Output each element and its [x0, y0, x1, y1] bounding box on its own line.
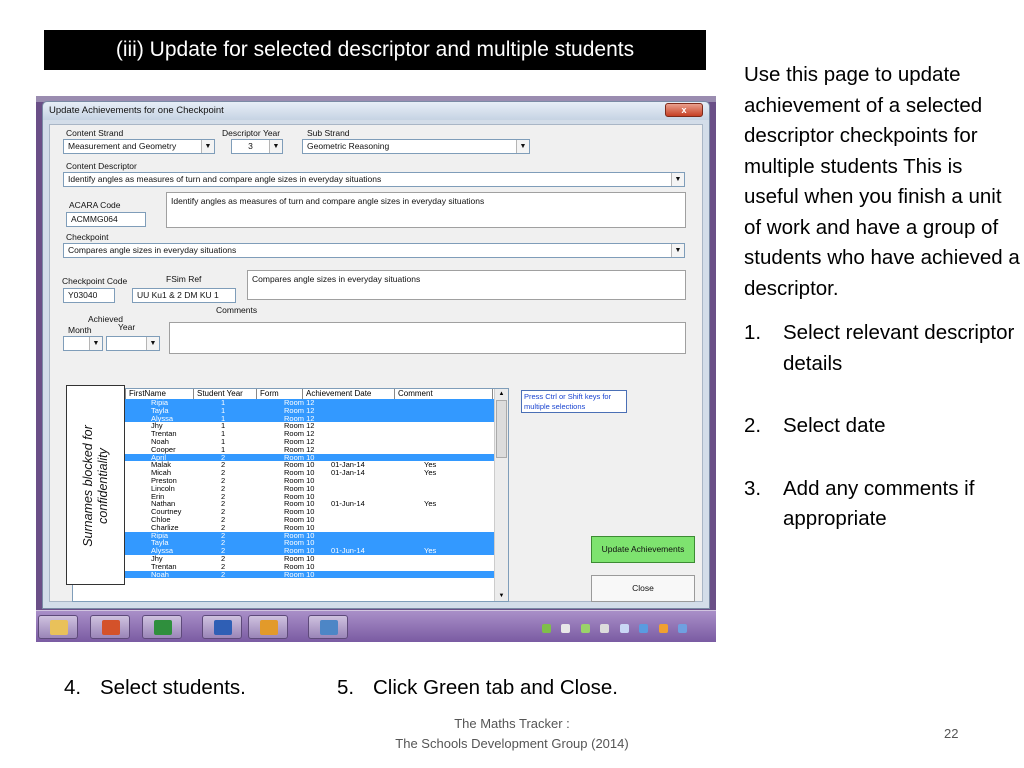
step-text: Click Green tab and Close. [373, 676, 618, 699]
acara-description-box [166, 192, 686, 228]
taskbar-app-button[interactable] [308, 615, 348, 639]
checkpoint-description-text: Compares angle sizes in everyday situations [252, 274, 421, 284]
cell-form: Room 12 [284, 398, 315, 407]
column-header-achievement-date[interactable]: Achievement Date [303, 389, 395, 399]
cell-student-year: 2 [221, 522, 226, 532]
cell-student-year: 2 [221, 468, 226, 478]
page-number: 22 [944, 726, 959, 741]
cell-firstname: Courtney [151, 507, 182, 517]
cell-student-year: 1 [221, 398, 226, 407]
comments-label: Comments [216, 305, 258, 315]
step-text: Select date [783, 414, 886, 437]
cell-firstname: Erin [151, 491, 165, 501]
cell-form: Room 10 [284, 553, 315, 563]
cell-student-year: 1 [221, 429, 226, 439]
cell-student-year: 1 [221, 421, 226, 431]
cell-firstname: Tayla [151, 538, 169, 548]
content-strand-label: Content Strand [66, 128, 124, 138]
cell-form: Room 10 [284, 514, 315, 524]
cell-comment: Yes [424, 468, 437, 478]
cell-student-year: 2 [221, 475, 226, 485]
year-label: Year [118, 322, 136, 332]
month-label: Month [68, 325, 92, 335]
cell-firstname: Jhy [151, 421, 163, 431]
checkpoint-description-box [247, 270, 686, 300]
file-explorer-icon [50, 620, 68, 635]
cell-firstname: Ripia [151, 530, 169, 540]
footer [340, 714, 684, 754]
taskbar-app-button[interactable] [142, 615, 182, 639]
chevron-down-icon[interactable]: ▼ [146, 337, 159, 350]
cell-form: Room 10 [284, 468, 315, 478]
acara-code-field[interactable] [66, 212, 146, 227]
instruction-step [744, 411, 1020, 442]
table-row[interactable] [73, 571, 495, 579]
cell-firstname: Lincoln [151, 483, 175, 493]
cell-form: Room 10 [284, 530, 315, 540]
cell-firstname: Noah [151, 569, 169, 579]
cell-form: Room 10 [284, 452, 315, 462]
cell-student-year: 2 [221, 452, 226, 462]
cell-form: Room 12 [284, 444, 315, 454]
cell-firstname: Cooper [151, 444, 176, 454]
cell-firstname: Malak [151, 460, 172, 470]
cell-firstname: April [151, 452, 167, 462]
instruction-step [744, 474, 1020, 535]
cell-firstname: Charlize [151, 522, 179, 532]
cell-student-year: 2 [221, 553, 226, 563]
step-number: 2. [744, 414, 762, 437]
instruction-steps [744, 318, 1020, 535]
scroll-up-icon[interactable]: ▲ [498, 391, 505, 397]
fsim-ref-label: FSim Ref [166, 274, 202, 284]
sub-strand-value: Geometric Reasoning [307, 141, 390, 151]
cell-achievement-date: 01-Jun-14 [331, 499, 365, 509]
close-button[interactable]: Close [591, 575, 695, 602]
cell-firstname: Trentan [151, 429, 177, 439]
hp-icon [260, 620, 278, 635]
acara-code-label: ACARA Code [69, 200, 121, 210]
cell-student-year: 2 [221, 530, 226, 540]
acara-code-value: ACMMG064 [71, 214, 118, 224]
instruction-step [744, 318, 1020, 379]
cell-firstname: Micah [151, 468, 172, 478]
cell-form: Room 10 [284, 475, 315, 485]
confidentiality-overlay [66, 385, 125, 585]
instructions-panel [744, 60, 1020, 567]
update-icon[interactable] [659, 624, 668, 633]
cell-firstname: Ripia [151, 398, 169, 407]
notification-icon[interactable] [561, 624, 570, 633]
cell-student-year: 2 [221, 491, 226, 501]
cell-form: Room 10 [284, 561, 315, 571]
step-text: Select students. [100, 676, 246, 699]
content-descriptor-select[interactable] [63, 172, 685, 187]
cell-achievement-date: 01-Jan-14 [331, 460, 365, 470]
cell-student-year: 1 [221, 444, 226, 454]
chevron-down-icon[interactable]: ▼ [671, 244, 684, 257]
cell-student-year: 2 [221, 546, 226, 556]
cell-form: Room 12 [284, 429, 315, 439]
cell-comment: Yes [424, 460, 437, 470]
cell-form: Room 10 [284, 569, 315, 579]
column-header-student-year[interactable]: Student Year [194, 389, 257, 399]
cell-student-year: 2 [221, 460, 226, 470]
application-screenshot [36, 96, 716, 642]
cell-form: Room 12 [284, 421, 315, 431]
cell-student-year: 2 [221, 499, 226, 509]
cell-student-year: 2 [221, 538, 226, 548]
content-strand-value: Measurement and Geometry [68, 141, 177, 151]
remote-desktop-icon [320, 620, 338, 635]
content-descriptor-value: Identify angles as measures of turn and compare angle sizes in everyday situations [68, 174, 382, 184]
taskbar-app-button[interactable] [38, 615, 78, 639]
display-icon[interactable] [678, 624, 687, 633]
column-header-comment[interactable]: Comment [395, 389, 493, 399]
sub-strand-select[interactable] [302, 139, 530, 154]
cell-student-year: 2 [221, 507, 226, 517]
cell-form: Room 12 [284, 413, 315, 423]
form-client-area [49, 124, 703, 602]
confidentiality-note: Surnames blocked for confidentiality [81, 425, 110, 547]
footer-line-1: The Maths Tracker : [454, 716, 570, 731]
taskbar-app-button[interactable] [90, 615, 130, 639]
column-header-form[interactable]: Form [257, 389, 303, 399]
cell-firstname: Preston [151, 475, 177, 485]
taskbar-app-button[interactable] [248, 615, 288, 639]
cell-student-year: 1 [221, 405, 226, 415]
cell-firstname: Noah [151, 436, 169, 446]
sub-strand-label: Sub Strand [307, 128, 350, 138]
achieved-year-select[interactable] [106, 336, 160, 351]
content-descriptor-label: Content Descriptor [66, 161, 137, 171]
system-tray [542, 620, 710, 634]
bottom-step-4 [64, 676, 246, 700]
comments-input[interactable] [169, 322, 686, 354]
step-number: 3. [744, 476, 762, 500]
chevron-down-icon[interactable]: ▼ [201, 140, 214, 153]
fsim-ref-value: UU Ku1 & 2 DM KU 1 [137, 290, 219, 300]
window-title: Update Achievements for one Checkpoint [49, 105, 224, 116]
cell-firstname: Chloe [151, 514, 171, 524]
column-header-firstname[interactable]: FirstName [126, 389, 194, 399]
cell-form: Room 10 [284, 546, 315, 556]
content-strand-select[interactable] [63, 139, 215, 154]
update-achievements-window [42, 101, 710, 609]
word-icon [214, 620, 232, 635]
student-list-header [73, 389, 493, 399]
checkpoint-value: Compares angle sizes in everyday situations [68, 245, 237, 255]
cell-student-year: 1 [221, 413, 226, 423]
step-number: 5. [337, 676, 355, 699]
network-icon[interactable] [542, 624, 551, 633]
cell-form: Room 10 [284, 507, 315, 517]
acara-description-text: Identify angles as measures of turn and compare angle sizes in everyday situations [171, 196, 485, 206]
scroll-down-icon[interactable]: ▼ [498, 593, 505, 599]
cell-student-year: 2 [221, 514, 226, 524]
cell-achievement-date: 01-Jun-14 [331, 546, 365, 556]
window-titlebar [43, 102, 709, 120]
dropbox-icon[interactable] [639, 624, 648, 633]
footer-line-2: The Schools Development Group (2014) [395, 736, 629, 751]
step-text: Select relevant descriptor details [783, 321, 1015, 375]
update-achievements-button[interactable]: Update Achievements [591, 536, 695, 563]
windows-taskbar [36, 610, 716, 642]
cell-student-year: 2 [221, 483, 226, 493]
cell-comment: Yes [424, 499, 437, 509]
cell-firstname: Nathan [151, 499, 176, 509]
chevron-down-icon[interactable]: ▼ [516, 140, 529, 153]
cell-student-year: 2 [221, 561, 226, 571]
checkpoint-select[interactable] [63, 243, 685, 258]
cell-firstname: Alyssa [151, 546, 174, 556]
settings-icon[interactable] [600, 624, 609, 633]
step-number: 1. [744, 321, 762, 344]
cell-form: Room 12 [284, 405, 315, 415]
cell-form: Room 10 [284, 538, 315, 548]
cell-firstname: Trentan [151, 561, 177, 571]
bluetooth-icon[interactable] [620, 624, 629, 633]
student-list[interactable] [72, 388, 509, 602]
pause-icon[interactable] [581, 624, 590, 633]
cell-form: Room 10 [284, 491, 315, 501]
cell-form: Room 10 [284, 483, 315, 493]
powerpoint-icon [102, 620, 120, 635]
slide-title: (iii) Update for selected descriptor and multiple students [44, 30, 706, 70]
bottom-step-5 [337, 676, 618, 700]
chevron-down-icon[interactable]: ▼ [671, 173, 684, 186]
checkpoint-label: Checkpoint [66, 232, 109, 242]
cell-firstname: Alyssa [151, 413, 174, 423]
cell-student-year: 2 [221, 569, 226, 579]
taskbar-app-button[interactable] [202, 615, 242, 639]
checkpoint-code-field[interactable] [63, 288, 115, 303]
cell-form: Room 10 [284, 522, 315, 532]
cell-firstname: Jhy [151, 553, 163, 563]
descriptor-year-label: Descriptor Year [222, 128, 281, 138]
student-list-rows [73, 399, 495, 578]
chevron-down-icon[interactable]: ▼ [89, 337, 102, 350]
scrollbar-thumb[interactable] [496, 400, 507, 458]
fsim-ref-field[interactable] [132, 288, 236, 303]
cell-firstname: Tayla [151, 405, 169, 415]
cell-comment: Yes [424, 546, 437, 556]
instructions-intro: Use this page to update achievement of a selected descriptor checkpoints for multiple students This is useful when you finish a unit of work and have a group of students who have achieved a descriptor. [744, 63, 1020, 300]
descriptor-year-value: 3 [248, 141, 253, 151]
chevron-down-icon[interactable]: ▼ [269, 140, 282, 153]
window-close-button[interactable]: x [665, 103, 703, 117]
cell-form: Room 10 [284, 460, 315, 470]
student-list-scrollbar[interactable] [494, 389, 508, 601]
achieved-month-select[interactable] [63, 336, 103, 351]
excel-icon [154, 620, 172, 635]
checkpoint-code-value: Y03040 [68, 290, 98, 300]
multi-select-hint: Press Ctrl or Shift keys for multiple selections [521, 390, 627, 413]
cell-student-year: 1 [221, 436, 226, 446]
cell-achievement-date: 01-Jan-14 [331, 468, 365, 478]
checkpoint-code-label: Checkpoint Code [62, 276, 128, 286]
step-number: 4. [64, 676, 82, 699]
descriptor-year-select[interactable] [231, 139, 283, 154]
cell-form: Room 10 [284, 499, 315, 509]
achieved-label: Achieved [88, 314, 123, 324]
step-text: Add any comments if appropriate [783, 476, 975, 530]
cell-form: Room 12 [284, 436, 315, 446]
